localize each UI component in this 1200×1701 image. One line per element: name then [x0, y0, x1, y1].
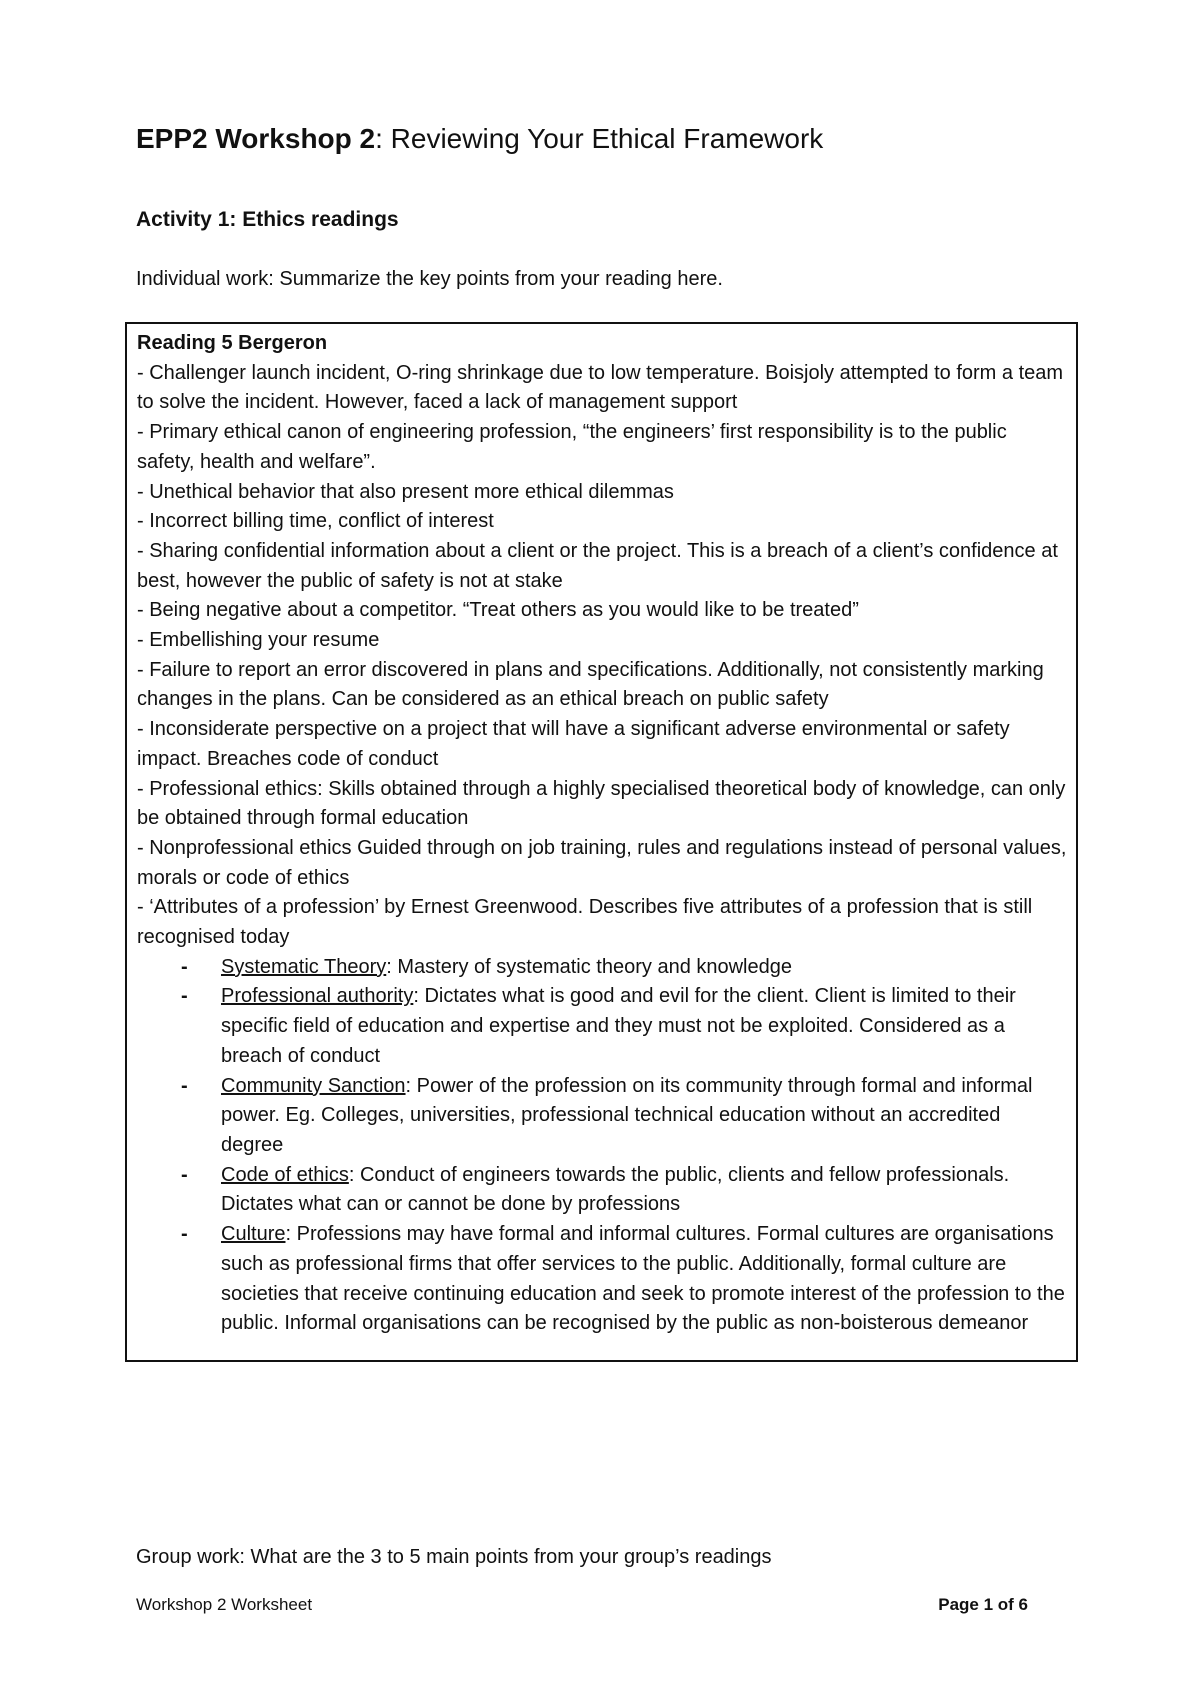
attribute-text: : Power of the profession on its community through formal and informal power. Eg. Colleges, universities, professional technical education without an accredited degree	[221, 1074, 1033, 1156]
page-title-rest: : Reviewing Your Ethical Framework	[375, 123, 824, 154]
summary-line: - Nonprofessional ethics Guided through on job training, rules and regulations instead of personal values, morals or code of ethics	[137, 836, 1067, 889]
footer-worksheet-label: Workshop 2 Worksheet	[136, 1595, 313, 1614]
attribute-term: Community Sanction	[221, 1074, 406, 1097]
attribute-term: Systematic Theory	[221, 955, 387, 978]
attribute-item	[137, 1072, 1067, 1161]
reading-summary-box	[125, 322, 1078, 1362]
attribute-term: Culture	[221, 1223, 286, 1246]
bullet-dash: -	[181, 1074, 188, 1097]
summary-line: - Sharing confidential information about a client or the project. This is a breach of a client’s confidence at best, however the public of safety is not at stake	[137, 539, 1058, 592]
attribute-text: : Conduct of engineers towards the public, clients and fellow professionals. Dictates what can or cannot be done by professions	[221, 1163, 1010, 1216]
summary-line: - Failure to report an error discovered in plans and specifications. Additionally, not consistently marking changes in the plans. Can be considered as an ethical breach on public safety	[137, 658, 1044, 711]
bullet-dash: -	[181, 1223, 188, 1246]
attribute-text: : Dictates what is good and evil for the client. Client is limited to their specific field of education and expertise and they must not be exploited. Considered as a breach of conduct	[221, 985, 1016, 1067]
activity-heading: Activity 1: Ethics readings	[136, 208, 399, 231]
page-title-bold: EPP2 Workshop 2	[136, 123, 376, 154]
bullet-dash: -	[181, 955, 188, 978]
summary-line: - Incorrect billing time, conflict of interest	[137, 510, 494, 533]
summary-line: - Inconsiderate perspective on a project that will have a significant adverse environmental or safety impact. Breaches code of conduct	[137, 718, 1010, 770]
instruction-text: Individual work: Summarize the key points from your reading here.	[136, 268, 723, 290]
reading-summary-content	[137, 329, 1067, 1339]
summary-line: - Primary ethical canon of engineering profession, “the engineers’ first responsibility is to the public safety, health and welfare”.	[137, 421, 1007, 473]
attribute-term: Code of ethics	[221, 1163, 349, 1186]
attribute-item	[137, 982, 1067, 1071]
attribute-item	[137, 1161, 1067, 1220]
attribute-term: Professional authority	[221, 985, 414, 1008]
group-work-question: Group work: What are the 3 to 5 main points from your group’s readings	[136, 1546, 772, 1568]
page-title	[136, 121, 823, 157]
summary-line: - Professional ethics: Skills obtained through a highly specialised theoretical body of knowledge, can only be obtained through formal education	[137, 777, 1066, 830]
footer-page-number: Page 1 of 6	[938, 1595, 1028, 1614]
bullet-dash: -	[181, 985, 188, 1008]
bullet-dash: -	[181, 1163, 188, 1186]
summary-line: - Being negative about a competitor. “Treat others as you would like to be treated”	[137, 599, 859, 622]
attribute-item	[137, 953, 1067, 983]
summary-line: - Challenger launch incident, O-ring shrinkage due to low temperature. Boisjoly attempted to form a team to solve the incident. However, faced a lack of management support	[137, 361, 1064, 414]
attribute-text: : Professions may have formal and informal cultures. Formal cultures are organisations such as professional firms that offer services to the public. Additionally, formal culture are societies that receive continuing education and seek to promote interest of the profession to the public. Informal organisations can be recognised by the public as non-boisterous demeanor	[221, 1223, 1065, 1335]
summary-line: - Embellishing your resume	[137, 629, 380, 652]
attribute-text: : Mastery of systematic theory and knowledge	[386, 955, 792, 978]
attribute-item	[137, 1220, 1067, 1339]
reading-heading: Reading 5 Bergeron	[137, 332, 328, 354]
summary-line: - ‘Attributes of a profession’ by Ernest Greenwood. Describes five attributes of a profession that is still recognised today	[137, 896, 1033, 949]
summary-line: - Unethical behavior that also present more ethical dilemmas	[137, 480, 674, 503]
